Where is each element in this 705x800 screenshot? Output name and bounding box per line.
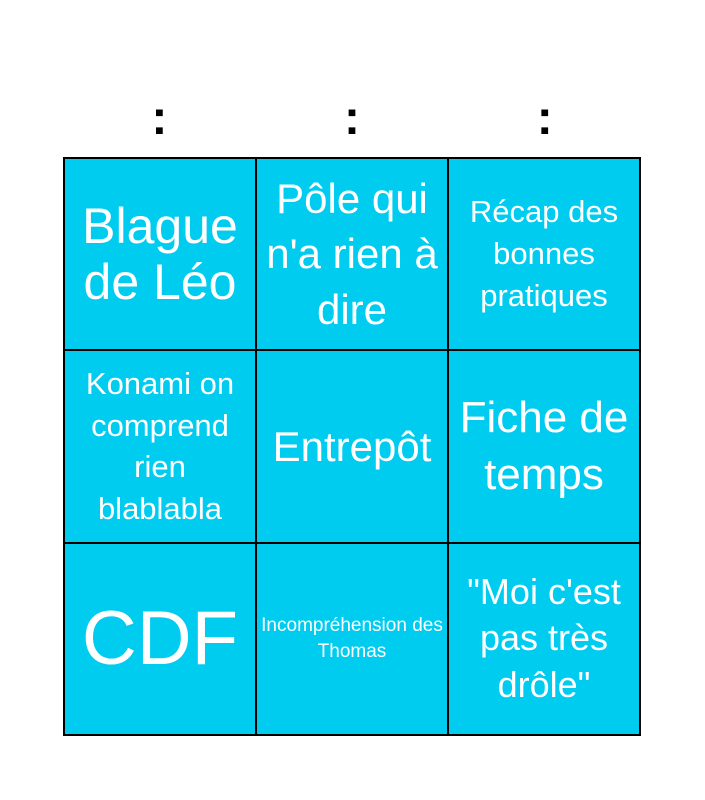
bingo-cell-r2-c1[interactable] xyxy=(64,350,256,542)
bingo-cell-label: Entrepôt xyxy=(272,422,432,470)
header-column-1: : xyxy=(151,92,168,145)
bingo-cell-r2-c2[interactable] xyxy=(256,350,448,542)
bingo-cell-label: "Moi c'est pas très drôle" xyxy=(467,570,621,706)
bingo-cell-r2-c3[interactable] xyxy=(448,350,640,542)
header-column-3: : xyxy=(536,92,553,145)
bingo-cell-r3-c2[interactable] xyxy=(256,543,448,735)
bingo-cell-label: Konami on comprend rien blablabla xyxy=(85,365,235,527)
bingo-cell-r1-c2[interactable] xyxy=(256,158,448,350)
bingo-cell-label: Pôle qui n'a rien à dire xyxy=(266,175,438,333)
bingo-cell-r1-c3[interactable] xyxy=(448,158,640,350)
bingo-cell-r3-c1[interactable] xyxy=(64,543,256,735)
bingo-cell-label: Récap des bonnes pratiques xyxy=(469,194,619,314)
bingo-cell-label: Incompréhension des Thomas xyxy=(261,615,443,662)
header-column-2: : xyxy=(344,92,360,145)
bingo-cell-label: Fiche de temps xyxy=(459,393,629,500)
bingo-grid xyxy=(63,157,641,736)
bingo-cell-label: Blague de Léo xyxy=(82,198,238,311)
bingo-cell-label: CDF xyxy=(81,595,239,681)
bingo-header xyxy=(63,80,641,158)
bingo-cell-r1-c1[interactable] xyxy=(64,158,256,350)
bingo-cell-r3-c3[interactable] xyxy=(448,543,640,735)
